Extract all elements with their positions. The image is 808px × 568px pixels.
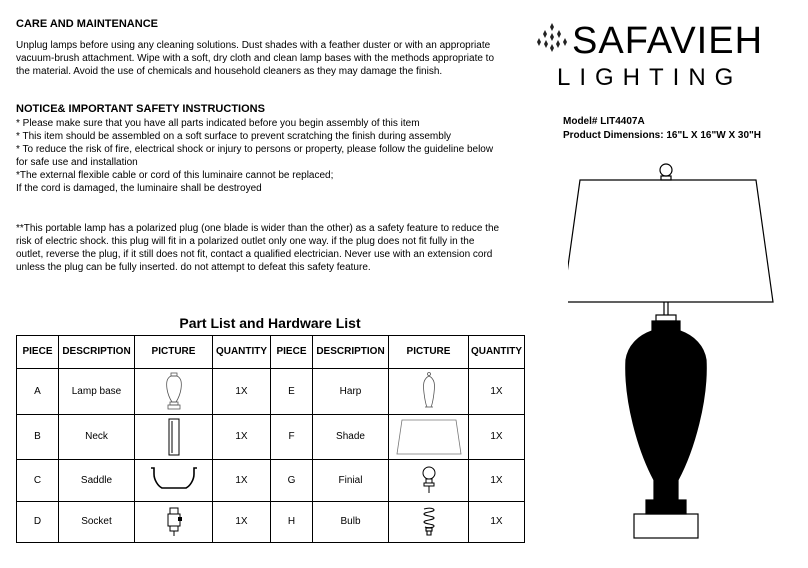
safety-line: for safe use and installation <box>16 157 138 168</box>
quantity-cell: 1X <box>213 460 271 501</box>
bulb-icon <box>419 505 439 539</box>
safety-line: * To reduce the risk of fire, electrical shock or injury to persons or property, please follow the guideline below <box>16 144 494 155</box>
care-line: vacuum-brush attachment. Wipe with a soft, dry cloth and clean lamp bases with the methods appropriate to <box>16 53 495 64</box>
shade-icon <box>394 417 464 457</box>
piece-cell: B <box>17 414 59 460</box>
plug-line: **This portable lamp has a polarized plug (one blade is wider than the other) as a safety feature to reduce the <box>16 223 500 234</box>
description-cell: Finial <box>313 460 389 501</box>
table-row <box>17 501 525 542</box>
safety-text <box>16 117 493 195</box>
safety-heading: NOTICE& IMPORTANT SAFETY INSTRUCTIONS <box>16 103 265 115</box>
plug-text <box>16 222 499 274</box>
safety-line: * Please make sure that you have all parts indicated before you begin assembly of this item <box>16 118 420 129</box>
description-cell: Shade <box>313 414 389 460</box>
plug-line: outlet, reverse the plug, if it still does not fit, contact a qualified electrician. Never use with an extension cord <box>16 249 493 260</box>
description-cell: Neck <box>59 414 135 460</box>
picture-cell <box>389 368 469 414</box>
picture-cell <box>389 501 469 542</box>
piece-cell: G <box>271 460 313 501</box>
description-cell: Lamp base <box>59 368 135 414</box>
socket-icon <box>164 506 184 538</box>
table-row <box>17 460 525 501</box>
lamp-illustration <box>568 150 798 560</box>
safety-line: If the cord is damaged, the luminaire shall be destroyed <box>16 183 262 194</box>
care-line: Unplug lamps before using any cleaning solutions. Dust shades with a feather duster or with an appropriate <box>16 40 491 51</box>
table-header-row <box>17 336 525 369</box>
parts-table <box>16 335 525 543</box>
quantity-cell: 1X <box>213 368 271 414</box>
description-cell: Harp <box>313 368 389 414</box>
picture-cell <box>389 460 469 501</box>
part-list-title: Part List and Hardware List <box>179 315 361 331</box>
header-quantity: QUANTITY <box>469 336 525 369</box>
care-heading: CARE AND MAINTENANCE <box>16 18 158 30</box>
picture-cell <box>389 414 469 460</box>
finial-icon <box>419 464 439 496</box>
quantity-cell: 1X <box>213 501 271 542</box>
piece-cell: C <box>17 460 59 501</box>
header-quantity: QUANTITY <box>213 336 271 369</box>
lamp-base-icon <box>164 371 184 411</box>
brand-subtitle: LIGHTING <box>557 64 743 91</box>
care-text <box>16 39 494 78</box>
quantity-cell: 1X <box>469 414 525 460</box>
safety-line: * This item should be assembled on a soft surface to prevent scratching the finish during assembly <box>16 131 452 142</box>
neck-icon <box>166 417 182 457</box>
picture-cell <box>135 368 213 414</box>
piece-cell: F <box>271 414 313 460</box>
header-picture: PICTURE <box>389 336 469 369</box>
table-row <box>17 368 525 414</box>
header-description: DESCRIPTION <box>313 336 389 369</box>
picture-cell <box>135 460 213 501</box>
quantity-cell: 1X <box>469 460 525 501</box>
chandelier-logo-icon <box>535 22 569 56</box>
picture-cell <box>135 501 213 542</box>
header-picture: PICTURE <box>135 336 213 369</box>
piece-cell: E <box>271 368 313 414</box>
header-piece: PIECE <box>271 336 313 369</box>
brand-name: SAFAVIEH <box>572 20 764 62</box>
picture-cell <box>135 414 213 460</box>
piece-cell: A <box>17 368 59 414</box>
quantity-cell: 1X <box>213 414 271 460</box>
header-piece: PIECE <box>17 336 59 369</box>
safety-line: *The external flexible cable or cord of this luminaire cannot be replaced; <box>16 170 334 181</box>
saddle-icon <box>148 464 200 496</box>
piece-cell: H <box>271 501 313 542</box>
table-row <box>17 414 525 460</box>
product-dimensions: Product Dimensions: 16"L X 16"W X 30"H <box>563 130 761 141</box>
care-line: the material. Avoid the use of chemicals and household cleaners as they may damage the finish. <box>16 66 443 77</box>
model-number: Model# LIT4407A <box>563 116 645 127</box>
harp-icon <box>419 371 439 411</box>
plug-line: risk of electric shock. this plug will fit in a polarized outlet only one way. if the plug does not fit fully in the <box>16 236 475 247</box>
description-cell: Socket <box>59 501 135 542</box>
description-cell: Saddle <box>59 460 135 501</box>
header-description: DESCRIPTION <box>59 336 135 369</box>
plug-line: unless the plug can be fully inserted. do not attempt to defeat this safety feature. <box>16 262 371 273</box>
quantity-cell: 1X <box>469 501 525 542</box>
quantity-cell: 1X <box>469 368 525 414</box>
piece-cell: D <box>17 501 59 542</box>
description-cell: Bulb <box>313 501 389 542</box>
